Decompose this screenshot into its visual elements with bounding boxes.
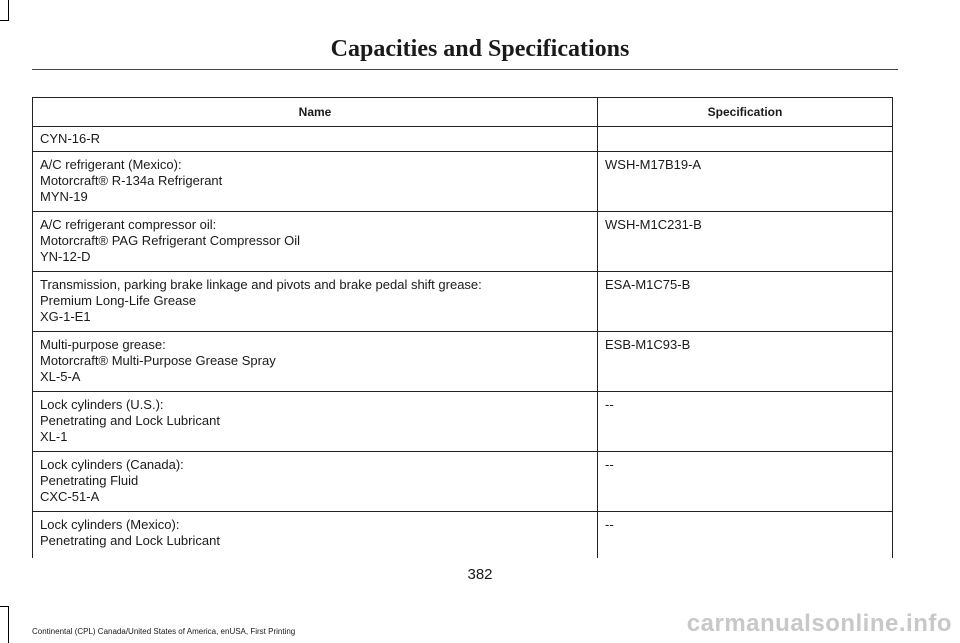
name-line: Motorcraft® R-134a Refrigerant (40, 173, 223, 188)
name-line: Transmission, parking brake linkage and pivots and brake pedal shift grease: (40, 277, 482, 292)
row-name-cell (33, 152, 598, 212)
name-line: Penetrating and Lock Lubricant (40, 413, 220, 428)
page-number: 382 (467, 566, 493, 583)
name-line: Lock cylinders (U.S.): (40, 397, 164, 412)
table-row (33, 392, 893, 452)
row-name-cell (33, 392, 598, 452)
table-row (33, 332, 893, 392)
row-name-cell (33, 512, 598, 559)
table-row (33, 152, 893, 212)
name-line: A/C refrigerant compressor oil: (40, 217, 217, 232)
table-row (33, 452, 893, 512)
row-spec-cell: -- (598, 392, 893, 452)
crop-mark-top-left-vertical (8, 0, 9, 21)
name-line: Multi-purpose grease: (40, 337, 166, 352)
table-row (33, 212, 893, 272)
crop-mark-bottom-left-vertical (8, 606, 9, 643)
row-spec-cell: WSH-M1C231-B (598, 212, 893, 272)
edition-footer: Continental (CPL) Canada/United States of America, enUSA, First Printing (32, 627, 296, 636)
row-spec-cell: -- (598, 512, 893, 559)
row-name-cell (33, 212, 598, 272)
crop-mark-top-left-horizontal (0, 20, 9, 21)
crop-mark-bottom-left-horizontal (0, 606, 9, 607)
name-line: XL-1 (40, 429, 68, 444)
name-line: Lock cylinders (Mexico): (40, 517, 180, 532)
row-spec-cell (598, 127, 893, 152)
table-row (33, 127, 893, 152)
header-rule (32, 69, 898, 70)
row-spec-cell: ESB-M1C93-B (598, 332, 893, 392)
name-line: A/C refrigerant (Mexico): (40, 157, 182, 172)
table-row (33, 512, 893, 559)
name-line: CXC-51-A (40, 489, 100, 504)
table-row (33, 272, 893, 332)
name-line: YN-12-D (40, 249, 91, 264)
specifications-table (32, 97, 893, 558)
table-header-row (33, 98, 893, 127)
name-line: Motorcraft® Multi-Purpose Grease Spray (40, 353, 276, 368)
row-name-cell (33, 127, 598, 152)
name-line: CYN-16-R (40, 131, 100, 146)
row-spec-cell: WSH-M17B19-A (598, 152, 893, 212)
name-line: Penetrating Fluid (40, 473, 139, 488)
name-line: Penetrating and Lock Lubricant (40, 533, 220, 548)
name-line: Lock cylinders (Canada): (40, 457, 184, 472)
row-name-cell (33, 332, 598, 392)
watermark: carmanualsonline.info (686, 610, 952, 637)
column-header-specification: Specification (598, 98, 893, 127)
row-spec-cell: ESA-M1C75-B (598, 272, 893, 332)
name-line: XG-1-E1 (40, 309, 91, 324)
page-title: Capacities and Specifications (330, 36, 630, 62)
row-spec-cell: -- (598, 452, 893, 512)
row-name-cell (33, 272, 598, 332)
name-line: Premium Long-Life Grease (40, 293, 197, 308)
name-line: XL-5-A (40, 369, 81, 384)
row-name-cell (33, 452, 598, 512)
name-line: MYN-19 (40, 189, 88, 204)
column-header-name: Name (33, 98, 598, 127)
name-line: Motorcraft® PAG Refrigerant Compressor Oil (40, 233, 301, 248)
